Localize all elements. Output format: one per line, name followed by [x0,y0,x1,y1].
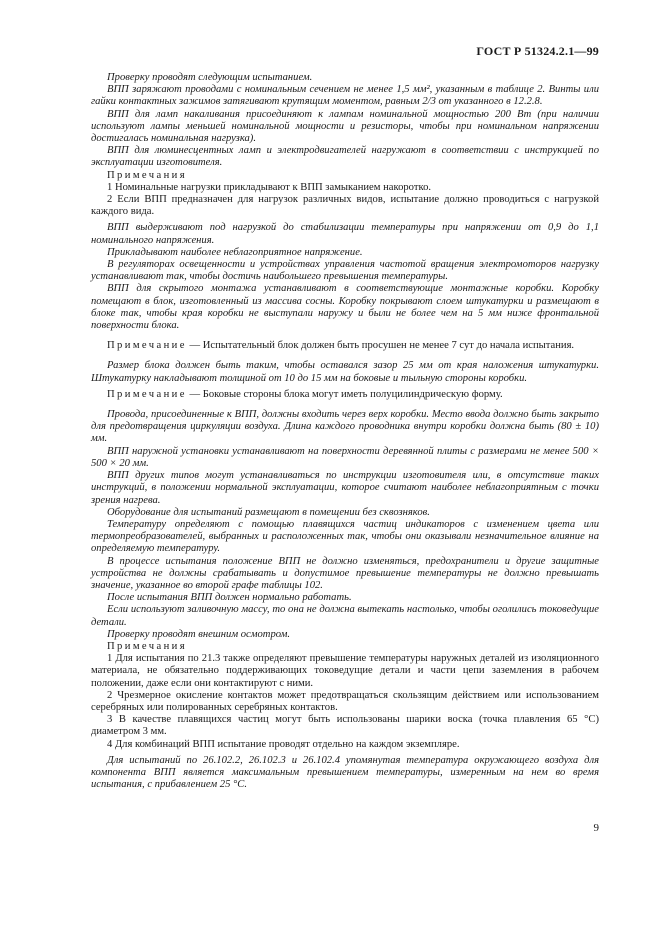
paragraph: ВПП других типов могут устанавливаться по инструкции изготовителя или, в отсутствие таких инструкций, в положении нормальной эксплуатации, которое считают наиболее неблагоприятным с точки зрения нагрева. [91,470,599,506]
paragraph: Провода, присоединенные к ВПП, должны входить через верх коробки. Место ввода должно быть закрыто для предотвращения циркуляции воздуха. Длина каждого проводника внутри коробки должна быть (80 ± 10) мм. [91,409,599,445]
paragraph: Если используют заливочную массу, то она не должна вытекать настолько, чтобы оголились токоведущие детали. [91,604,599,628]
paragraph: 1 Для испытания по 21.3 также определяют превышение температуры наружных деталей из изоляционного материала, не обязательно поддерживающих токоведущие детали и части цепи заземления в рабочем положении, даже если они контактируют с ними. [91,653,599,689]
paragraph: После испытания ВПП должен нормально работать. [107,592,352,604]
paragraph: В процессе испытания положение ВПП не должно изменяться, предохранители и другие защитные устройства не должны срабатывать и допустимое превышение температуры не должно превышать значение, указанное во второй графе таблицы 102. [91,555,599,591]
paragraph: 2 Чрезмерное окисление контактов может предотвращаться скользящим действием или использованием серебряных или полированных серебряных контактов. [91,689,599,713]
paragraph: ВПП заряжают проводами с номинальным сечением не менее 1,5 мм², указанным в таблице 2. Винты или гайки контактных зажимов затягивают крутящим моментом, равным 2/3 от указанного в 12.2.8. [91,84,599,108]
paragraph: ВПП для ламп накаливания присоединяют к лампам номинальной мощностью 200 Вт (при наличии используют лампы меньшей номинальной мощности и резисторы, чтобы при номинальном напряжении достигалась номинальная нагрузка). [91,108,599,145]
page-body [91,72,599,791]
paragraph: ВПП наружной установки устанавливают на поверхности деревянной плиты с размерами не менее 500 × 500 × 20 мм. [91,445,599,469]
paragraph: Размер блока должен быть таким, чтобы оставался зазор 25 мм от края наложения штукатурки. Штукатурку накладывают толщиной от 10 до 15 мм на боковые и тыльную стороны коробки. [91,360,599,384]
paragraph: ВПП для люминесцентных ламп и электродвигателей нагружают в соответствии с инструкцией по эксплуатации изготовителя. [91,145,599,169]
note-label: Примечание [107,340,187,352]
paragraph: 4 Для комбинаций ВПП испытание проводят отдельно на каждом экземпляре. [107,738,460,750]
paragraph: Для испытаний по 26.102.2, 26.102.3 и 26.102.4 упомянутая температура окружающего воздуха для компонента ВПП является максимальным превышением температуры, измеренным на нем во время испытания, с прибавлением 25 °С. [91,754,599,791]
paragraph: 1 Номинальные нагрузки прикладывают к ВПП замыканием накоротко. [107,181,432,193]
paragraph: Проверку проводят внешним осмотром. [107,628,291,640]
paragraph: Прикладывают наиболее неблагоприятное напряжение. [107,246,363,258]
paragraph: ВПП выдерживают под нагрузкой до стабилизации температуры при напряжении от 0,9 до 1,1 номинального напряжения. [91,222,599,246]
note-text: — Боковые стороны блока могут иметь полуцилиндрическую форму. [186,388,503,400]
standard-header: ГОСТ Р 51324.2.1—99 [476,44,599,58]
paragraph: Проверку проводят следующим испытанием. [107,72,313,83]
notes-heading: Примечания [107,640,187,652]
paragraph: Температуру определяют с помощью плавящихся частиц индикаторов с изменением цвета или термопреобразователей, выбранных и расположенных так, чтобы они оказывали незначительное влияние на определяемую температуру. [91,518,599,555]
paragraph: 3 В качестве плавящихся частиц могут быть использованы шарики воска (точка плавления 65 °С) диаметром 3 мм. [91,714,599,738]
notes-heading: Примечания [107,169,187,181]
paragraph: Оборудование для испытаний размещают в помещении без сквозняков. [107,506,430,518]
paragraph [91,340,599,352]
paragraph [91,389,599,401]
paragraph: 2 Если ВПП предназначен для нагрузок различных видов, испытание должно проводиться с нагрузкой каждого вида. [91,194,599,218]
note-label: Примечание [107,388,187,400]
paragraph: В регуляторах освещенности и устройствах управления частотой вращения электромоторов нагрузку устанавливают так, чтобы достичь наибольшего превышения температуры. [91,259,599,283]
page-number: 9 [593,822,599,834]
note-text: — Испытательный блок должен быть просушен не менее 7 сут до начала испытания. [186,340,575,352]
paragraph: ВПП для скрытого монтажа устанавливают в соответствующие монтажные коробки. Коробку помещают в блок, изготовленный из массива сосны. Коробку покрывают слоем штукатурки и размещают в блоке так, чтобы края коробки не выступали наружу и были не более чем на 5 мм ниже фронтальной поверхности блока. [91,283,599,332]
